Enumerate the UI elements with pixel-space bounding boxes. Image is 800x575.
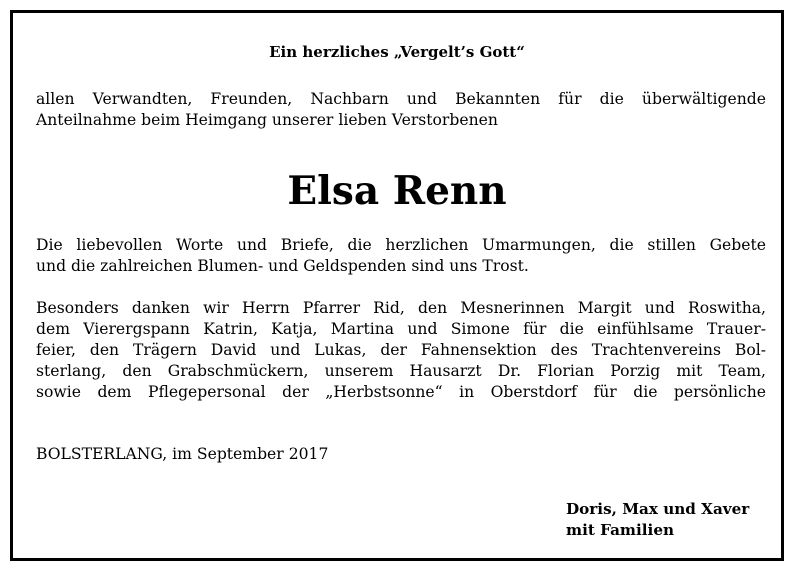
intro-line: Anteilnahme beim Heimgang unserer lieben Verstorbenen <box>36 111 498 129</box>
special-thanks-line: dem Vierergspann Katrin, Katja, Martina und Simone für die einfühlsame Trauer- <box>36 320 766 338</box>
thanks-line: Die liebevollen Worte und Briefe, die herzlichen Umarmungen, die stillen Gebete <box>36 236 766 254</box>
thanks-paragraph <box>36 235 766 277</box>
signature-line: mit Familien <box>566 521 675 539</box>
signature-line: Doris, Max und Xaver <box>566 500 750 518</box>
deceased-name: Elsa Renn <box>287 168 507 214</box>
special-thanks-paragraph <box>36 298 766 403</box>
signature <box>566 499 749 541</box>
notice-frame <box>10 10 784 561</box>
thanks-line: und die zahlreichen Blumen- und Geldspenden sind uns Trost. <box>36 257 529 275</box>
special-thanks-line: Besonders danken wir Herrn Pfarrer Rid, den Mesnerinnen Margit und Roswitha, <box>36 299 766 317</box>
place-and-date: BOLSTERLANG, im September 2017 <box>36 445 329 463</box>
intro-paragraph <box>36 89 766 131</box>
special-thanks-line: sterlang, den Grabschmückern, unserem Hausarzt Dr. Florian Porzig mit Team, <box>36 362 766 380</box>
notice-heading: Ein herzliches „Vergelt’s Gott“ <box>269 43 525 61</box>
special-thanks-line: feier, den Trägern David und Lukas, der Fahnensektion des Trachtenvereins Bol- <box>36 341 766 359</box>
special-thanks-line: sowie dem Pflegepersonal der „Herbstsonne“ in Oberstdorf für die persönliche <box>36 383 766 401</box>
intro-line: allen Verwandten, Freunden, Nachbarn und Bekannten für die überwältigende <box>36 90 766 108</box>
